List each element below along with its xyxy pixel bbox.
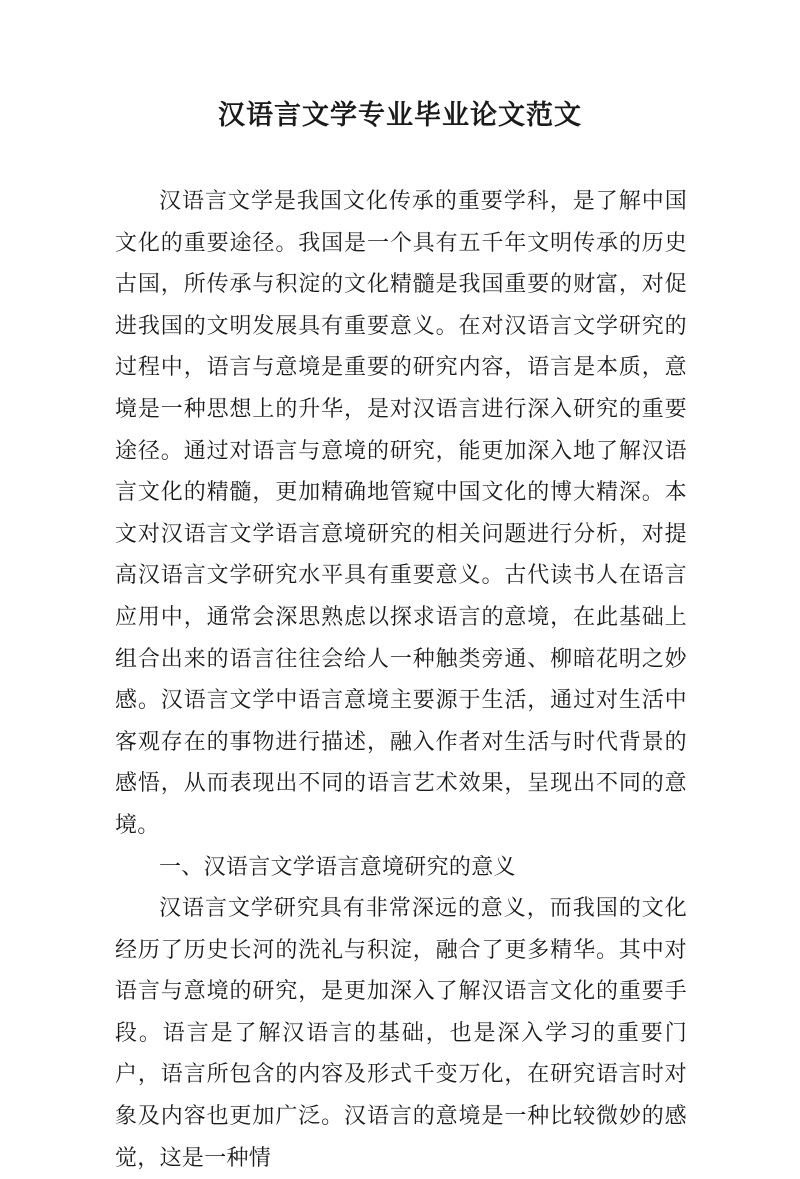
document-title: 汉语言文学专业毕业论文范文 — [218, 100, 582, 131]
document-body — [115, 181, 687, 1179]
section-heading: 一、汉语言文学语言意境研究的意义 — [159, 854, 516, 880]
intro-paragraph: 汉语言文学是我国文化传承的重要学科，是了解中国文化的重要途径。我国是一个具有五千年文明传承的历史古国，所传承与积淀的文化精髓是我国重要的财富，对促进我国的文明发展具有重要意义。在对汉语言文学研究的过程中，语言与意境是重要的研究内容，语言是本质，意境是一种思想上的升华，是对汉语言进行深入研究的重要途径。通过对语言与意境的研究，能更加深入地了解汉语言文化的精髓，更加精确地管窥中国文化的博大精深。本文对汉语言文学语言意境研究的相关问题进行分析，对提高汉语言文学研究水平具有重要意义。古代读书人在语言应用中，通常会深思熟虑以探求语言的意境，在此基础上组合出来的语言往往会给人一种触类旁通、柳暗花明之妙感。汉语言文学中语言意境主要源于生活，通过对生活中客观存在的事物进行描述，融入作者对生活与时代背景的感悟，从而表现出不同的语言艺术效果，呈现出不同的意境。 — [115, 189, 687, 838]
section-paragraph: 汉语言文学研究具有非常深远的意义，而我国的文化经历了历史长河的洗礼与积淀，融合了更多精华。其中对语言与意境的研究，是更加深入了解汉语言文化的重要手段。语言是了解汉语言的基础，也是深入学习的重要门户，语言所包含的内容及形式千变万化，在研究语言时对象及内容也更加广泛。汉语言的意境是一种比较微妙的感觉，这是一种情 — [115, 896, 687, 1171]
